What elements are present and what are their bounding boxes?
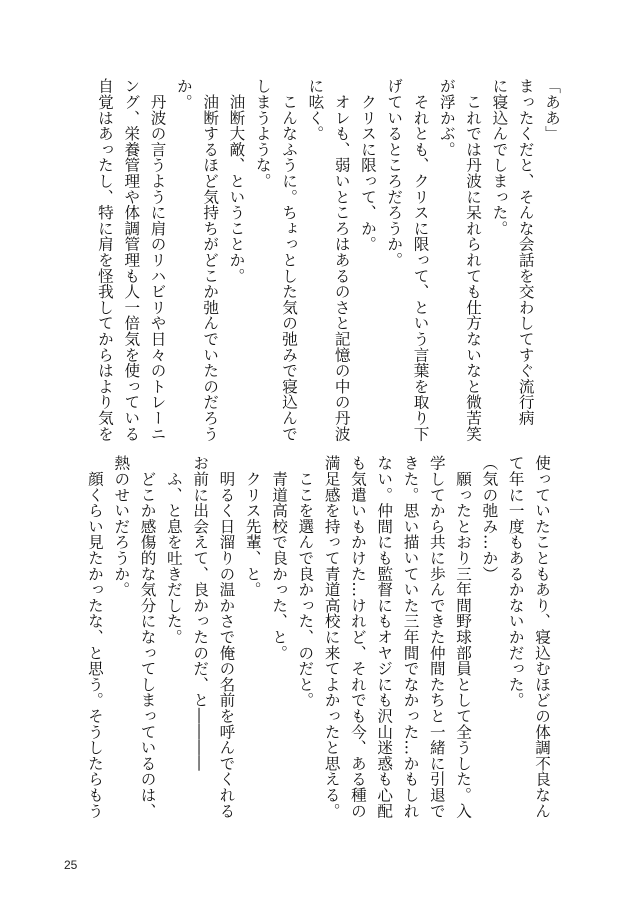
text-column: 油断するほど気持ちがどこか弛んでいたのだろう	[201, 78, 220, 442]
text-column: これでは丹波に呆れられても仕方ないなと微苦笑	[464, 78, 483, 442]
text-column: こんなふうに。ちょっとした気の弛みで寝込んで	[280, 78, 299, 442]
text-column: 青道高校で良かった、と。	[270, 455, 289, 661]
text-column: げているところだろうか。	[385, 78, 404, 268]
text-column: お前に出会えて、良かったのだ、と――――	[191, 455, 210, 771]
text-column: オレも、弱いところはあるのさと記憶の中の丹波	[332, 78, 351, 442]
text-column: 明るく日溜りの温かさで俺の名前を呼んでくれる	[217, 455, 236, 819]
text-column: ない。仲間にも監督にもオヤジにも沢山迷惑も心配	[375, 455, 394, 819]
text-column: か。	[174, 78, 193, 110]
text-column: ふ、と息を吐きだした。	[164, 455, 183, 645]
text-column: しまうような。	[253, 78, 272, 189]
bottom-text-block	[82, 455, 555, 835]
page-number: 25	[64, 858, 78, 872]
text-column: ング、栄養管理や体調管理も人一倍気を使っている	[122, 78, 141, 442]
text-column: まったくだと、そんな会話を交わしてすぐ流行病	[516, 78, 535, 426]
text-column: 顔くらい見たかったな、と思う。そうしたらもう	[85, 455, 104, 819]
text-column: 熱のせいだろうか。	[112, 455, 131, 598]
text-column: どこか感傷的な気分になってしまっているのは、	[138, 455, 157, 819]
top-text-block	[92, 78, 565, 448]
text-column: クリス先輩、と。	[243, 455, 262, 598]
text-column: 自覚はあったし、特に肩を怪我してからはより気を	[95, 78, 114, 442]
text-column: 油断大敵、ということか。	[227, 78, 246, 284]
text-column: て年に一度もあるかないかだった。	[506, 455, 525, 708]
text-column: それとも、クリスに限って、という言葉を取り下	[411, 78, 430, 442]
text-column: きた。思い描いていた三年間でなかった…かもしれ	[401, 455, 420, 819]
text-column: に呟く。	[306, 78, 325, 142]
text-column: 「ああ」	[543, 78, 561, 142]
text-column: も気遣いもかけた…けれど、それでも今、ある種の	[348, 455, 367, 819]
text-column: に寝込んでしまった。	[490, 78, 509, 236]
text-column: 満足感を持って青道高校に来てよかったと思える。	[322, 455, 341, 819]
text-column: （気の弛み…か）	[480, 455, 499, 582]
text-column: ここを選んで良かった、のだと。	[296, 455, 315, 708]
text-column: 使っていたこともあり、寝込むほどの体調不良なん	[533, 455, 551, 819]
text-column: 願ったとおり三年間野球部員として全うした。入	[454, 455, 473, 819]
text-column: クリスに限って、か。	[358, 78, 377, 252]
text-column: 学してから共に歩んできた仲間たちと一緒に引退で	[427, 455, 446, 819]
text-column: 丹波の言うように肩のリハビリや日々のトレーニ	[148, 78, 167, 442]
text-column: が浮かぶ。	[437, 78, 456, 157]
